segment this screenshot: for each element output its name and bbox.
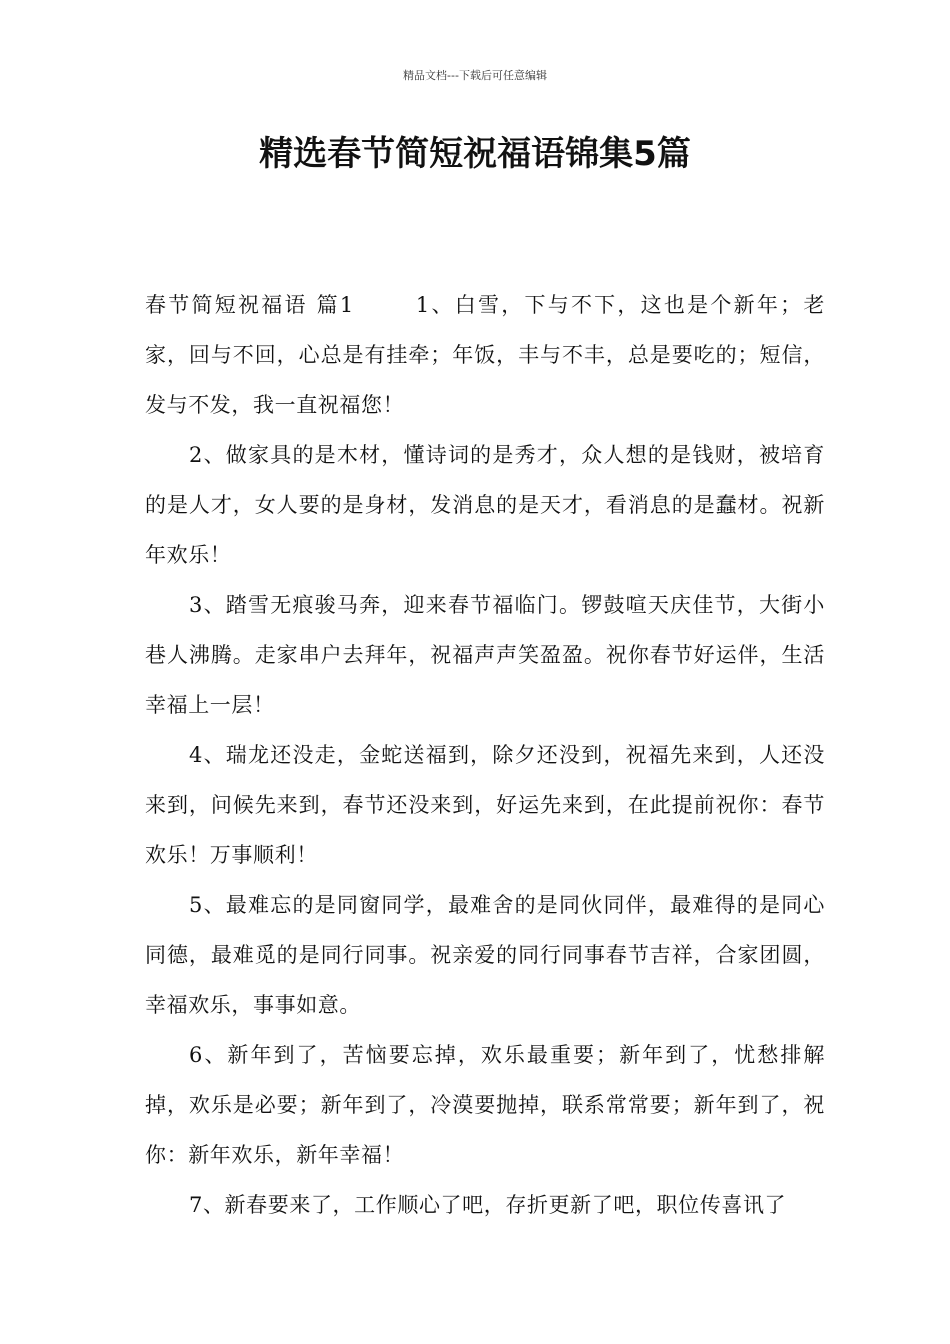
paragraph-5: 5、最难忘的是同窗同学，最难舍的是同伙同伴，最难得的是同心同德，最难觅的是同行同事。祝亲爱的同行同事春节吉祥，合家团圆，幸福欢乐，事事如意。 xyxy=(145,893,825,1017)
paragraph-6: 6、新年到了，苦恼要忘掉，欢乐最重要；新年到了，忧愁排解掉，欢乐是必要；新年到了，冷漠要抛掉，联系常常要；新年到了，祝你：新年欢乐，新年幸福！ xyxy=(145,1043,825,1167)
section-label: 春节简短祝福语 篇1 xyxy=(145,293,354,317)
document-title: 精选春节简短祝福语锦集5篇 xyxy=(259,134,691,174)
document-body xyxy=(145,280,825,1230)
paragraph-1 xyxy=(145,280,825,430)
paragraph-7: 7、新春要来了，工作顺心了吧，存折更新了吧，职位传喜讯了 xyxy=(189,1193,787,1217)
paragraph-3: 3、踏雪无痕骏马奔，迎来春节福临门。锣鼓喧天庆佳节，大街小巷人沸腾。走家串户去拜年，祝福声声笑盈盈。祝你春节好运伴，生活幸福上一层！ xyxy=(145,593,825,717)
paragraph-1-text: 1、白雪，下与不下，这也是个新年；老家，回与不回，心总是有挂牵；年饭，丰与不丰，总是要吃的；短信，发与不发，我一直祝福您！ xyxy=(145,293,825,417)
paragraph-2: 2、做家具的是木材，懂诗词的是秀才，众人想的是钱财，被培育的是人才，女人要的是身材，发消息的是天才，看消息的是蠢材。祝新年欢乐！ xyxy=(145,443,825,567)
paragraph-4: 4、瑞龙还没走，金蛇送福到，除夕还没到，祝福先来到，人还没来到，问候先来到，春节还没来到，好运先来到，在此提前祝你：春节欢乐！万事顺利！ xyxy=(145,743,825,867)
header-note: 精品文档---下载后可任意编辑 xyxy=(403,69,547,82)
